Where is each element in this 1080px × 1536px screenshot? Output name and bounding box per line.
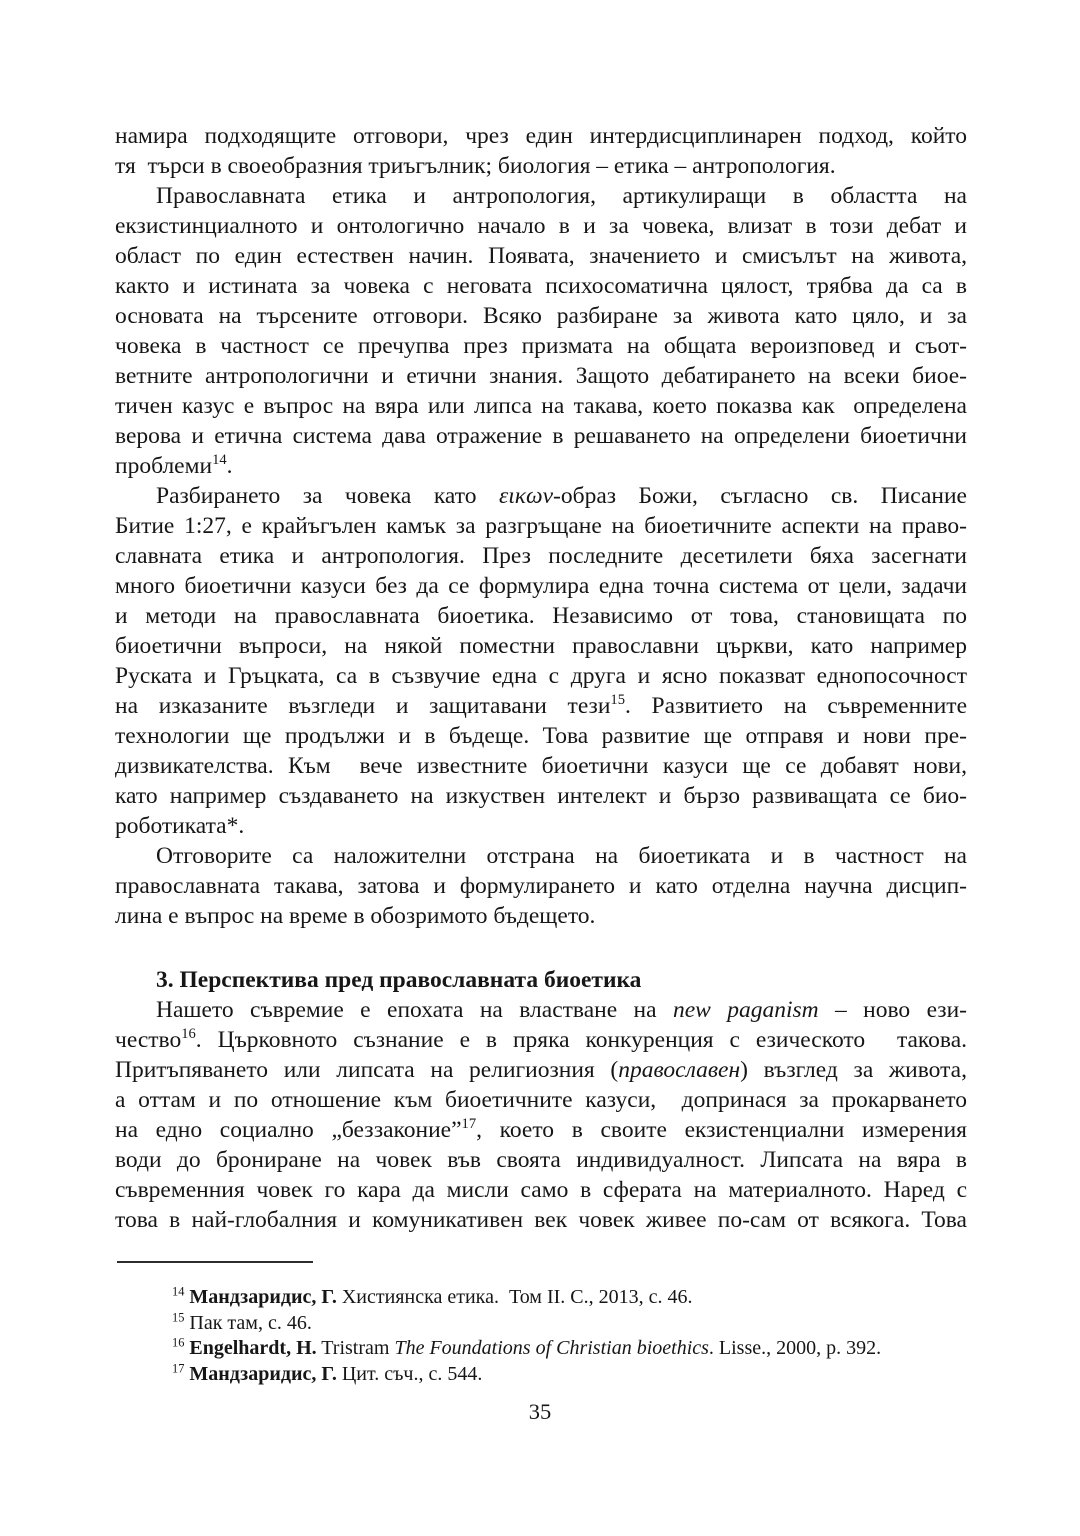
text-line: съвременния човек го кара да мисли само в сферата на материалното. Наред с <box>115 1177 967 1203</box>
text-line: Отговорите са наложителни отстрана на биоетиката и в частност на <box>156 843 967 869</box>
footnote: $^{15}$ Пак там, с. 46. <box>172 1309 312 1334</box>
text-line: намира подходящите отговори, чрез един интердисциплинарен подход, който <box>115 123 967 149</box>
footnote: $^{16}$ Engelhardt, H. Tristram The Foundations of Christian bioethics. Lisse., 2000, p. 392. <box>172 1335 882 1359</box>
text-line: Битие 1:27, е крайъгълен камък за разгръщане на биоетичните аспекти на право- <box>115 513 967 539</box>
text-line: верова и етична система дава отражение в решаването на определени биоетични <box>115 423 967 449</box>
text-line: лина е въпрос на време в обозримото бъдещето. <box>115 903 596 929</box>
page-number: 35 <box>528 1399 552 1424</box>
text-line: област по един естествен начин. Появата, значението и смисълът на живота, <box>115 243 967 269</box>
text-line: Руската и Гръцката, са в съзвучие една с друга и ясно показват еднопосочност <box>115 663 967 689</box>
text-line: екзистинциалното и онтологично начало в и за човека, влизат в този дебат и <box>115 213 967 239</box>
text-line: чество$^{16}$. Църковното съзнание е в пряка конкуренция с езическото такова. <box>115 1026 967 1053</box>
section-heading: 3. Перспектива пред православната биоетика <box>156 967 642 993</box>
footnote: $^{14}$ Мандзаридис, Г. Хистиянска етика. Том II. С., 2013, с. 46. <box>172 1284 693 1308</box>
text-line: и методи на православната биоетика. Независимо от това, становищата по <box>115 603 967 629</box>
body-text <box>115 121 967 1235</box>
text-line: както и истината за човека с неговата психосоматична цялост, трябва да са в <box>115 273 967 299</box>
text-line: тичен казус е въпрос на вяра или липса на такава, което показва как определена <box>115 393 967 419</box>
text-line: това в най-глобалния и комуникативен век човек живее по-сам от всякога. Това <box>115 1207 967 1233</box>
main-text-block <box>115 121 967 1387</box>
text-line: Притъпяването или липсата на религиозния (православен) възглед за живота, <box>115 1057 967 1083</box>
text-line: ветните антропологични и етични знания. Защото дебатирането на всеки биое- <box>115 363 967 389</box>
text-line: на изказаните възгледи и защитавани тези$^{15}$. Развитието на съвременните <box>115 692 968 719</box>
text-line: човека в частност се пречупва през призмата на общата вероизповед и съот- <box>115 333 967 359</box>
text-line: Нашето съвремие е епохата на властване на new paganism – ново ези- <box>156 997 967 1023</box>
text-line: православната такава, затова и формулирането и като отделна научна дисцип- <box>115 873 967 899</box>
text-line: основата на търсените отговори. Всяко разбиране за живота като цяло, и за <box>115 303 967 329</box>
footnote: $^{17}$ Мандзаридис, Г. Цит. съч., с. 544. <box>172 1360 483 1385</box>
text-line: тя търси в своеобразния триъгълник; биология – етика – антропология. <box>115 153 836 179</box>
text-line: роботиката*. <box>115 813 245 839</box>
text-line: Православната етика и антропология, артикулиращи в областта на <box>156 183 967 209</box>
text-line: дизвикателства. Към вече известните биоетични казуси ще се добавят нови, <box>115 753 967 779</box>
text-line: технологии ще продължи и в бъдеще. Това развитие ще отправя и нови пре- <box>115 723 967 749</box>
text-line: води до брониране на човек във своята индивидуалност. Липсата на вяра в <box>115 1147 967 1173</box>
text-line: много биоетични казуси без да се формулира една точна система от цели, задачи <box>115 573 967 599</box>
footnotes-section <box>172 1285 967 1387</box>
text-line: биоетични въпроси, на някой поместни православни църкви, като например <box>115 633 967 659</box>
footnote-divider <box>117 1261 313 1263</box>
text-line: като например създаването на изкуствен интелект и бързо развиващата се био- <box>115 783 967 809</box>
text-line: на едно социално „беззаконие”$^{17}$, което в своите екзистенциални измерения <box>115 1116 967 1143</box>
text-line: Разбирането за човека като εικων-образ Божи, съгласно св. Писание <box>156 483 967 509</box>
text-line: славната етика и антропология. През последните десетилети бяха засегнати <box>115 543 967 569</box>
text-line: проблеми$^{14}$. <box>115 452 233 479</box>
text-line: а оттам и по отношение към биоетичните казуси, допринася за прокарването <box>115 1087 967 1113</box>
